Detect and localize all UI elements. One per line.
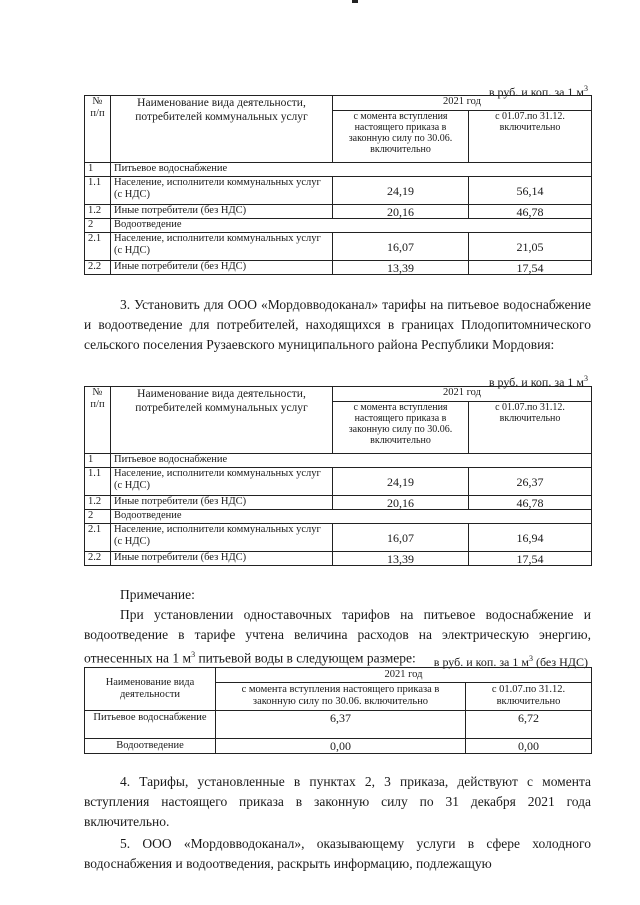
scan-mark — [352, 0, 358, 3]
col-year-header: 2021 год — [216, 668, 592, 683]
col-year-header: 2021 год — [333, 96, 592, 111]
table-row: 2.1 Население, исполнители коммунальных услуг (с НДС) 16,07 21,05 — [85, 233, 592, 261]
note-text: При установлении одноставочных тарифов на питьевое водоснабжение и водоотведение в тарифе учтена величина расходов на электрическую энергию, отнесенных на 1 $м^3$ питьевой воды в следующем размере: — [84, 607, 591, 666]
col-num-header: № п/п — [85, 96, 111, 163]
table2-unit-note: в руб. и коп. за 1 $м^3$ — [488, 374, 588, 389]
table-row: Питьевое водоснабжение 6,37 6,72 — [85, 711, 592, 739]
col-name-header: Наименование вида деятельности, потребителей коммунальных услуг — [111, 387, 333, 454]
note-title: Примечание: — [120, 587, 195, 602]
col-period2-header: с 01.07.по 31.12. включительно — [469, 402, 592, 454]
table-row: 1.2 Иные потребители (без НДС) 20,16 46,78 — [85, 496, 592, 510]
col-name-header: Наименование вида деятельности — [85, 668, 216, 711]
table-row: 1.2 Иные потребители (без НДС) 20,16 46,78 — [85, 205, 592, 219]
table-row: 1 Питьевое водоснабжение — [85, 163, 592, 177]
paragraph-4: 4. Тарифы, установленные в пунктах 2, 3 приказа, действуют с момента вступления настоящего приказа в законную силу по 31 декабря 2021 года включительно. — [84, 774, 591, 829]
energy-table — [84, 667, 592, 754]
tariff-table-1 — [84, 95, 592, 275]
table-row: 1 Питьевое водоснабжение — [85, 454, 592, 468]
col-name-header: Наименование вида деятельности, потребителей коммунальных услуг — [111, 96, 333, 163]
col-period1-header: с момента вступления настоящего приказа в законную силу по 30.06. включительно — [333, 402, 469, 454]
col-period2-header: с 01.07.по 31.12. включительно — [466, 683, 592, 711]
paragraph-3: 3. Установить для ООО «Мордовводоканал» тарифы на питьевое водоснабжение и водоотведение для потребителей, находящихся в границах Плодопитомнического сельского поселения Рузаевского муниципального района Республики Мордовия: — [84, 297, 591, 352]
table-row: 1.1 Население, исполнители коммунальных услуг (с НДС) 24,19 56,14 — [85, 177, 592, 205]
table3-unit-note: в руб. и коп. за 1 $м^3$ (без НДС) — [433, 654, 588, 669]
table-row: 1.1 Население, исполнители коммунальных услуг (с НДС) 24,19 26,37 — [85, 468, 592, 496]
table-row: Водоотведение 0,00 0,00 — [85, 739, 592, 754]
table-row: 2.1 Население, исполнители коммунальных услуг (с НДС) 16,07 16,94 — [85, 524, 592, 552]
col-period2-header: с 01.07.по 31.12. включительно — [469, 111, 592, 163]
table1-unit-note: в руб. и коп. за 1 $м^3$ — [488, 84, 588, 99]
col-num-header: № п/п — [85, 387, 111, 454]
table-row: 2.2 Иные потребители (без НДС) 13,39 17,54 — [85, 552, 592, 566]
table-row: 2 Водоотведение — [85, 219, 592, 233]
col-year-header: 2021 год — [333, 387, 592, 402]
paragraph-5: 5. ООО «Мордовводоканал», оказывающему услуги в сфере холодного водоснабжения и водоотведения, раскрыть информацию, подлежащую — [84, 836, 591, 871]
table-row: 2 Водоотведение — [85, 510, 592, 524]
table-row: 2.2 Иные потребители (без НДС) 13,39 17,54 — [85, 261, 592, 275]
col-period1-header: с момента вступления настоящего приказа в законную силу по 30.06. включительно — [333, 111, 469, 163]
col-period1-header: с момента вступления настоящего приказа в законную силу по 30.06. включительно — [216, 683, 466, 711]
tariff-table-2 — [84, 386, 592, 566]
